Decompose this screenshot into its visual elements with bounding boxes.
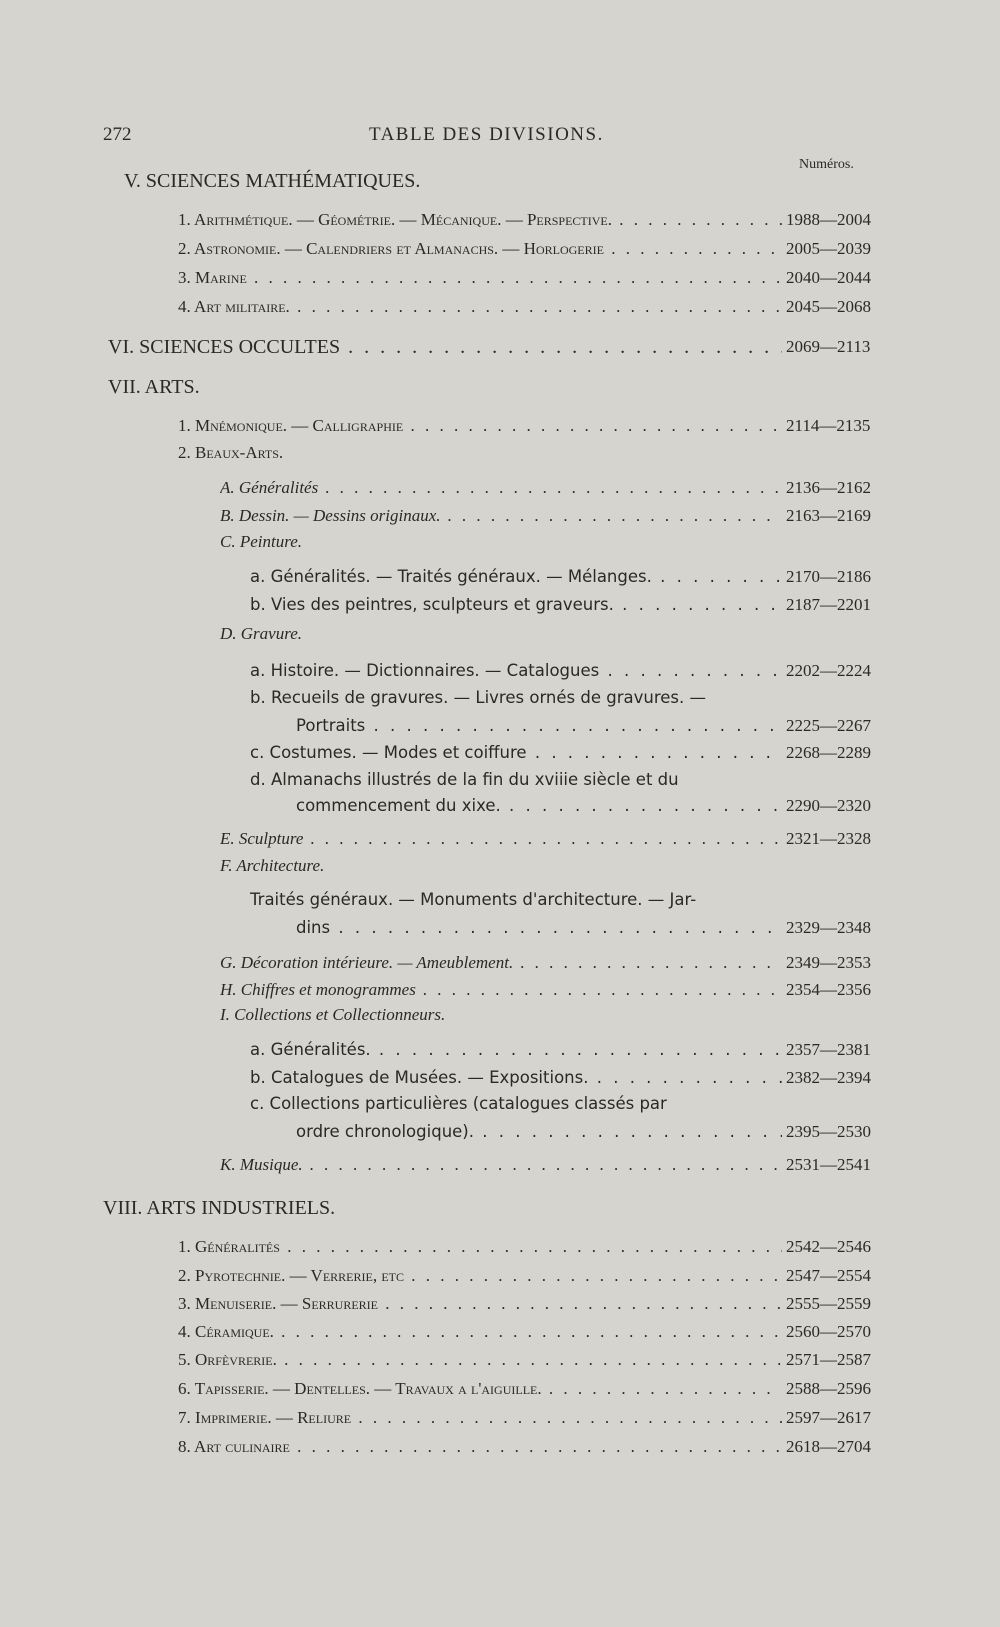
running-head: TABLE DES DIVISIONS. xyxy=(369,124,604,145)
toc-row: Portraits . . . 2225—2267 xyxy=(296,713,888,739)
toc-row: commencement du xixe. . . . 2290—2320 xyxy=(296,793,888,819)
toc-row: G. Décoration intérieure. — Ameublement. . . . 2349—2353 xyxy=(220,950,888,976)
toc-row: 2. Astronomie. — Calendriers et Almanachs. — Horlogerie . . . 2005—2039 xyxy=(178,236,888,262)
toc-row: A. Généralités . . . 2136—2162 xyxy=(220,475,888,501)
toc-row: 4. Art militaire. . . . 2045—2068 xyxy=(178,294,888,320)
toc-row: ordre chronologique). . . . 2395—2530 xyxy=(296,1119,888,1145)
subsection-heading: C. Peinture. xyxy=(220,532,302,551)
toc-row: 1. Arithmétique. — Géométrie. — Mécanique. — Perspective. . . . 1988—2004 xyxy=(178,207,888,233)
subsection-heading: I. Collections et Collectionneurs. xyxy=(220,1005,446,1024)
section-v-heading: V. SCIENCES MATHÉMATIQUES. xyxy=(124,170,421,192)
toc-row: a. Histoire. — Dictionnaires. — Catalogues . . . 2202—2224 xyxy=(250,658,888,684)
section-viii-heading: VIII. ARTS INDUSTRIELS. xyxy=(103,1197,336,1219)
toc-row: dins . . . 2329—2348 xyxy=(296,915,888,941)
toc-row: 3. Marine . . . 2040—2044 xyxy=(178,265,888,291)
toc-row: 5. Orfèvrerie. . . . 2571—2587 xyxy=(178,1347,888,1373)
toc-row: b. Vies des peintres, sculpteurs et graveurs. . . . 2187—2201 xyxy=(250,592,888,618)
subsection-heading: D. Gravure. xyxy=(220,624,302,643)
section-vi-row: VI. SCIENCES OCCULTES . . . 2069—2113 xyxy=(108,334,888,360)
toc-text-line: Traités généraux. — Monuments d'architecture. — Jar- xyxy=(250,890,697,909)
toc-row: B. Dessin. — Dessins originaux. . . . 2163—2169 xyxy=(220,503,888,529)
toc-row: H. Chiffres et monogrammes . . . 2354—2356 xyxy=(220,977,888,1003)
toc-row: 7. Imprimerie. — Reliure . . . 2597—2617 xyxy=(178,1405,888,1431)
toc-row: 1. Mnémonique. — Calligraphie . . . 2114—2135 xyxy=(178,413,888,439)
toc-row: b. Catalogues de Musées. — Expositions. . . . 2382—2394 xyxy=(250,1065,888,1091)
page-number: 272 xyxy=(103,124,132,145)
subsection-heading: F. Architecture. xyxy=(220,856,325,875)
toc-row: 1. Généralités . . . 2542—2546 xyxy=(178,1234,888,1260)
toc-row: a. Généralités. — Traités généraux. — Mélanges. . . . 2170—2186 xyxy=(250,564,888,590)
toc-text-line: b. Recueils de gravures. — Livres ornés de gravures. — xyxy=(250,688,707,707)
toc-row: 6. Tapisserie. — Dentelles. — Travaux a l'aiguille. . . . 2588—2596 xyxy=(178,1376,888,1402)
toc-row: K. Musique. . . . 2531—2541 xyxy=(220,1152,888,1178)
toc-text-line: d. Almanachs illustrés de la fin du xviiie siècle et du xyxy=(250,770,679,789)
toc-row: a. Généralités. . . . 2357—2381 xyxy=(250,1037,888,1063)
toc-row: 8. Art culinaire . . . 2618—2704 xyxy=(178,1434,888,1460)
numeros-label: Numéros. xyxy=(799,157,854,172)
subsection-heading: 2. Beaux-Arts. xyxy=(178,443,284,462)
toc-row: E. Sculpture . . . 2321—2328 xyxy=(220,826,888,852)
toc-row: 2. Pyrotechnie. — Verrerie, etc . . . 2547—2554 xyxy=(178,1263,888,1289)
section-vii-heading: VII. ARTS. xyxy=(108,376,200,398)
toc-row: 4. Céramique. . . . 2560—2570 xyxy=(178,1319,888,1345)
toc-row: 3. Menuiserie. — Serrurerie . . . 2555—2559 xyxy=(178,1291,888,1317)
toc-row: c. Costumes. — Modes et coiffure . . . 2268—2289 xyxy=(250,740,888,766)
toc-text-line: c. Collections particulières (catalogues classés par xyxy=(250,1094,667,1113)
